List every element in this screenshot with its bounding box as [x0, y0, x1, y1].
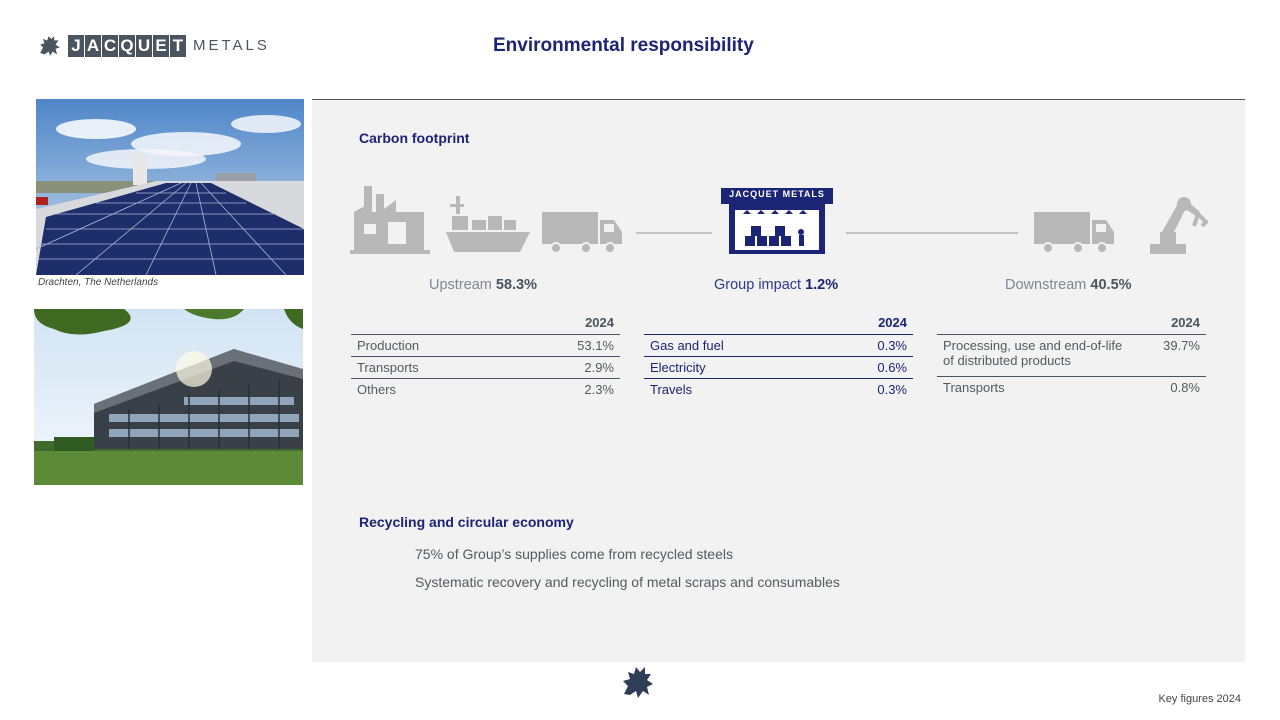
row-label: Others	[357, 381, 397, 397]
flow-connector-left	[636, 232, 712, 234]
table-row	[937, 376, 1206, 398]
row-label: Gas and fuel	[644, 334, 825, 356]
row-value: 0.8%	[1170, 379, 1200, 395]
photo-caption: Drachten, The Netherlands	[38, 277, 159, 288]
truck-icon	[1034, 212, 1116, 254]
group-impact-value: 1.2%	[805, 277, 839, 293]
row-value: 0.6%	[825, 356, 913, 378]
page-title: Environmental responsibility	[493, 35, 754, 56]
recycling-item: Systematic recovery and recycling of metal scraps and consumables	[415, 574, 840, 590]
upstream-label: Upstream	[429, 277, 492, 293]
table-row	[937, 334, 1206, 376]
truck-icon	[542, 212, 624, 254]
row-label: Electricity	[644, 356, 825, 378]
cargo-ship-icon	[446, 196, 530, 254]
warehouse-badge-label: JACQUET METALS	[729, 189, 825, 199]
flow-connector-right	[846, 232, 1018, 234]
upstream-stat	[429, 277, 537, 293]
group-impact-table	[644, 312, 913, 400]
row-value: 0.3%	[825, 334, 913, 356]
row-label: Transports	[351, 356, 513, 378]
footer-label: Key figures 2024	[1158, 693, 1241, 705]
table-row	[351, 378, 620, 400]
group-impact-stat	[714, 277, 838, 293]
upstream-value: 58.3%	[495, 277, 538, 293]
table-row	[644, 356, 913, 378]
lion-icon	[36, 32, 64, 60]
jacquet-warehouse-icon	[721, 188, 833, 254]
recycling-heading: Recycling and circular economy	[359, 514, 574, 530]
row-label-line: of distributed products	[943, 352, 1071, 368]
logo-suffix: METALS	[193, 37, 270, 54]
row-label: Travels	[650, 381, 693, 397]
office-building-photo	[34, 309, 303, 485]
table-year-header: 2024	[937, 312, 1206, 334]
downstream-stat	[1005, 277, 1132, 293]
factory-icon	[350, 182, 430, 254]
row-value: 2.9%	[513, 356, 620, 378]
downstream-table	[937, 312, 1206, 398]
row-label	[937, 334, 1151, 376]
row-label: Production	[351, 334, 513, 356]
company-logo	[36, 32, 270, 60]
downstream-value: 40.5%	[1090, 277, 1132, 293]
table-row	[351, 356, 620, 378]
table-row	[351, 334, 620, 356]
recycling-item: 75% of Group’s supplies come from recycled steels	[415, 546, 733, 562]
lion-icon	[618, 662, 658, 702]
table-year-header: 2024	[351, 312, 620, 334]
table-row	[644, 378, 913, 400]
upstream-table	[351, 312, 620, 400]
row-value: 39.7%	[1151, 334, 1206, 376]
downstream-label: Downstream	[1005, 277, 1087, 293]
row-label: Transports	[943, 379, 1005, 395]
table-row	[644, 334, 913, 356]
group-impact-label: Group impact	[714, 277, 802, 293]
solar-roof-photo	[36, 99, 304, 275]
robot-arm-icon	[1144, 196, 1208, 254]
row-value: 0.3%	[877, 381, 907, 397]
row-value: 53.1%	[513, 334, 620, 356]
row-label-line: Processing, use and end-of-life	[943, 337, 1123, 353]
row-value: 2.3%	[584, 381, 614, 397]
logo-wordmark: J A C Q U E T	[68, 35, 187, 57]
table-year-header: 2024	[644, 312, 913, 334]
carbon-footprint-heading: Carbon footprint	[359, 130, 470, 146]
